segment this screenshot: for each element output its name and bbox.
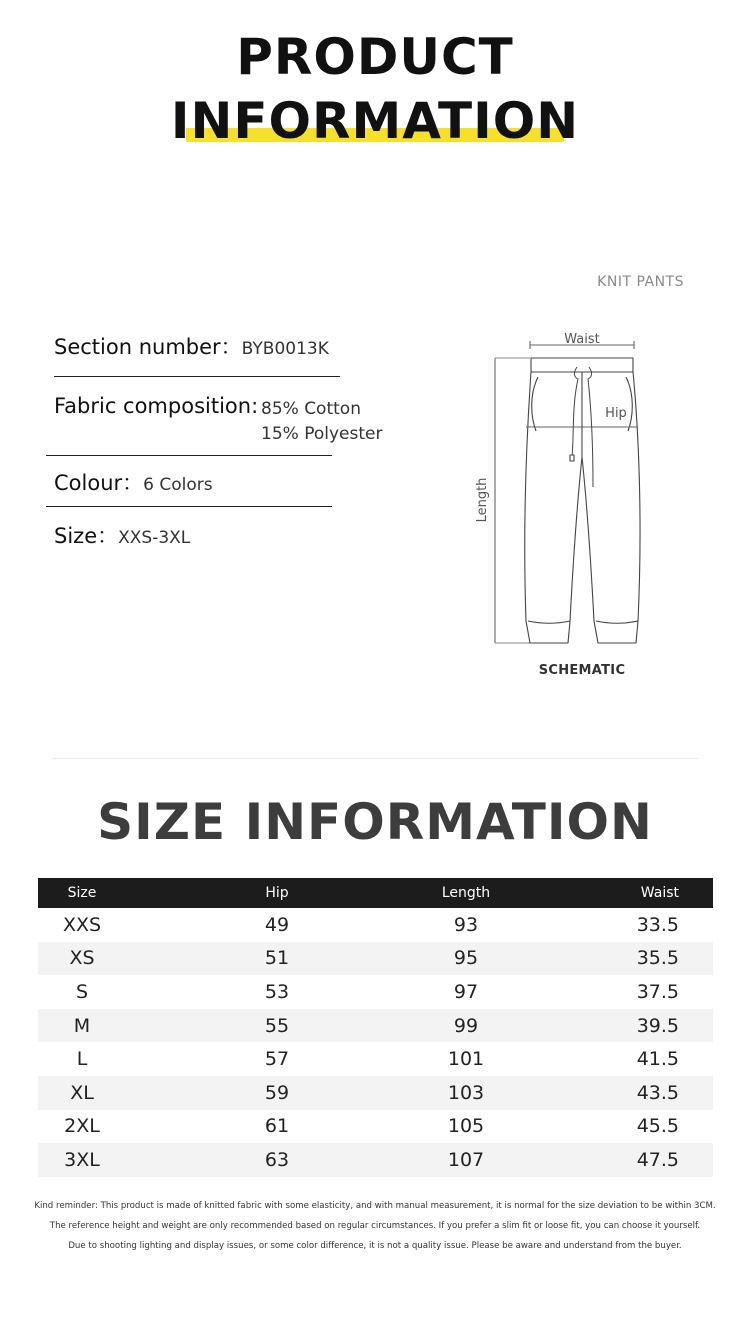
header-length: Length bbox=[441, 885, 491, 901]
cell-hip: 51 bbox=[264, 947, 290, 970]
header-hip: Hip bbox=[265, 885, 289, 901]
table-row bbox=[38, 1110, 713, 1144]
fabric-value-1: 85% Cotton bbox=[261, 399, 361, 419]
spec-value: BYB0013K bbox=[241, 339, 329, 359]
waist-label: Waist bbox=[564, 332, 600, 347]
cell-length: 105 bbox=[447, 1115, 485, 1138]
header-waist: Waist bbox=[640, 885, 679, 901]
table-row bbox=[38, 975, 713, 1009]
cell-waist: 47.5 bbox=[636, 1148, 679, 1171]
size-info-title: SIZE INFORMATION bbox=[97, 793, 653, 851]
cell-waist: 33.5 bbox=[636, 913, 679, 936]
note-fit: The reference height and weight are only recommended based on regular circumstances. If you prefer a slim fit or loose fit, you can choose it yourself. bbox=[49, 1221, 701, 1231]
cell-size: 3XL bbox=[64, 1148, 100, 1171]
fabric-value-2: 15% Polyester bbox=[261, 424, 383, 444]
spec-section-number bbox=[54, 331, 329, 361]
table-row bbox=[38, 1042, 713, 1076]
cell-waist: 35.5 bbox=[636, 947, 679, 970]
cell-size: M bbox=[73, 1014, 91, 1037]
cell-hip: 59 bbox=[264, 1081, 290, 1104]
length-label: Length bbox=[475, 477, 490, 523]
cell-size: XL bbox=[70, 1081, 94, 1104]
note-color: Due to shooting lighting and display issues, or some color difference, it is not a quality issue. Please be aware and understand from the buyer. bbox=[68, 1241, 682, 1251]
cell-waist: 45.5 bbox=[636, 1115, 679, 1138]
page-title-line-2: INFORMATION bbox=[170, 92, 580, 150]
cell-hip: 49 bbox=[264, 913, 290, 936]
table-row bbox=[38, 1143, 713, 1177]
header-size: Size bbox=[67, 885, 97, 901]
spec-colour bbox=[54, 467, 213, 497]
table-header bbox=[38, 878, 713, 908]
table-row bbox=[38, 1009, 713, 1043]
cell-length: 99 bbox=[453, 1014, 479, 1037]
cell-waist: 43.5 bbox=[636, 1081, 679, 1104]
spec-label: Fabric composition: bbox=[54, 394, 259, 418]
cell-size: 2XL bbox=[64, 1115, 100, 1138]
spec-divider bbox=[54, 376, 340, 377]
schematic-caption: SCHEMATIC bbox=[538, 663, 626, 678]
hip-label: Hip bbox=[605, 406, 627, 421]
cell-size: S bbox=[75, 980, 89, 1003]
table-row bbox=[38, 1076, 713, 1110]
cell-length: 93 bbox=[453, 913, 479, 936]
spec-value: XXS-3XL bbox=[118, 528, 191, 548]
spec-label: Colour： bbox=[54, 471, 144, 495]
section-divider bbox=[52, 758, 698, 759]
cell-length: 97 bbox=[453, 980, 479, 1003]
cell-size: XS bbox=[69, 947, 95, 970]
spec-fabric bbox=[54, 394, 258, 418]
note-reminder: Kind reminder: This product is made of knitted fabric with some elasticity, and with manual measurement, it is normal for the size deviation to be within 3CM. bbox=[34, 1201, 716, 1211]
page-title-line-1: PRODUCT bbox=[236, 28, 514, 86]
cell-length: 101 bbox=[447, 1048, 485, 1071]
cell-length: 103 bbox=[447, 1081, 485, 1104]
cell-size: XXS bbox=[62, 913, 102, 936]
spec-label: Section number： bbox=[54, 335, 242, 359]
cell-size: L bbox=[76, 1048, 88, 1071]
spec-label: Size： bbox=[54, 524, 119, 548]
cell-waist: 39.5 bbox=[636, 1014, 679, 1037]
cell-hip: 55 bbox=[264, 1014, 290, 1037]
spec-divider bbox=[46, 455, 332, 456]
spec-value bbox=[261, 397, 382, 447]
spec-divider bbox=[46, 506, 332, 507]
cell-hip: 53 bbox=[264, 980, 290, 1003]
cell-length: 95 bbox=[453, 947, 479, 970]
product-type-label: KNIT PANTS bbox=[597, 274, 684, 290]
cell-length: 107 bbox=[447, 1148, 485, 1171]
size-table bbox=[38, 878, 713, 1177]
cell-hip: 63 bbox=[264, 1148, 290, 1171]
cell-hip: 61 bbox=[264, 1115, 290, 1138]
cell-waist: 41.5 bbox=[636, 1048, 679, 1071]
spec-value: 6 Colors bbox=[143, 475, 213, 495]
spec-size bbox=[54, 520, 190, 550]
cell-hip: 57 bbox=[264, 1048, 290, 1071]
table-row bbox=[38, 942, 713, 976]
cell-waist: 37.5 bbox=[636, 980, 679, 1003]
table-row bbox=[38, 908, 713, 942]
pants-schematic bbox=[460, 325, 660, 655]
